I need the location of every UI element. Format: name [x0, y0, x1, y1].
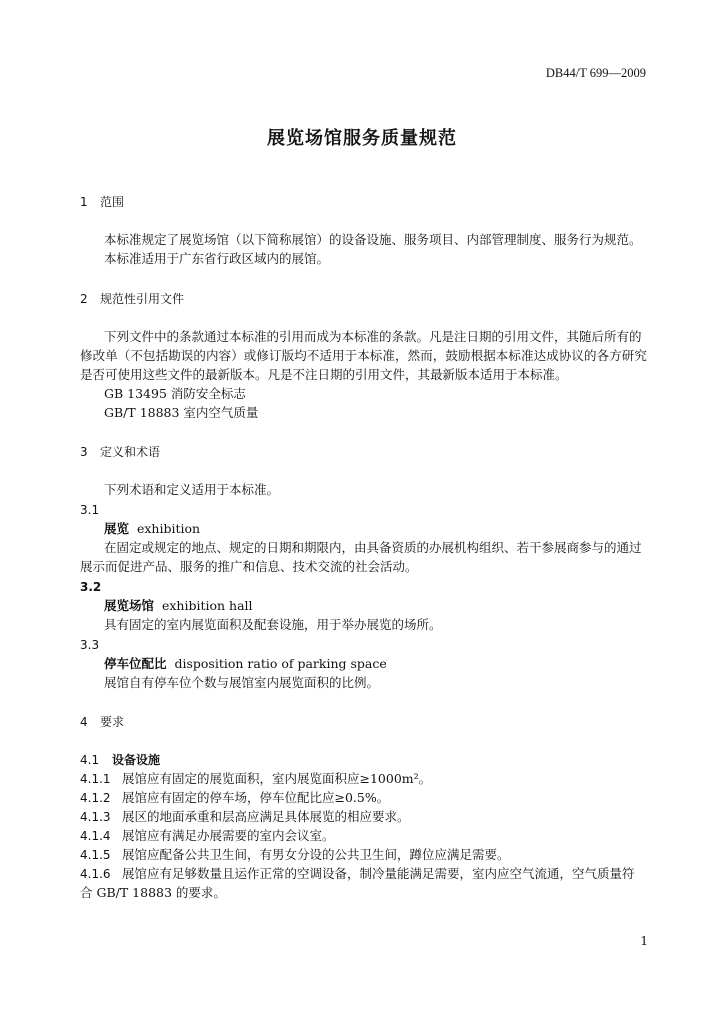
clause: [80, 808, 410, 826]
reference-item: GB 13495 消防安全标志: [104, 386, 246, 401]
clause-number: 4.1.1: [80, 772, 111, 786]
paragraph: 本标准适用于广东省行政区域内的展馆。: [104, 251, 330, 266]
term-number: 3.3: [80, 638, 100, 652]
subsection-number: 4.1: [80, 753, 100, 767]
term-zh: 展览场馆: [104, 598, 155, 613]
clause-number: 4.1.6: [80, 867, 111, 881]
document-title: 展览场馆服务质量规范: [267, 128, 457, 149]
term-en: exhibition hall: [161, 598, 253, 613]
clause-number: 4.1.2: [80, 791, 111, 805]
term-entry: [104, 597, 253, 615]
section-number: 1: [80, 195, 88, 209]
clause: [80, 846, 510, 864]
section-title: 规范性引用文件: [100, 292, 185, 306]
section-number: 4: [80, 715, 88, 729]
section-title: 定义和术语: [100, 445, 161, 459]
paragraph: 下列文件中的条款通过本标准的引用而成为本标准的条款。凡是注日期的引用文件，其随后所有的: [104, 329, 642, 344]
clause-text: 展馆应有固定的停车场，停车位配比应≥0.5%。: [122, 790, 390, 805]
clause-text: 展馆应配备公共卫生间，有男女分设的公共卫生间，蹲位应满足需要。: [122, 847, 510, 862]
standard-number: DB44/T 699—2009: [545, 66, 646, 80]
subsection-heading: [80, 751, 160, 769]
section-heading: [80, 713, 124, 731]
paragraph: 下列术语和定义适用于本标准。: [104, 482, 280, 497]
clause: [80, 789, 389, 807]
section-number: 2: [80, 292, 88, 306]
term-definition: 展馆自有停车位个数与展馆室内展览面积的比例。: [104, 675, 380, 690]
term-entry: [104, 655, 387, 673]
clause: [80, 865, 635, 883]
clause-text: 展区的地面承重和层高应满足具体展览的相应要求。: [122, 809, 410, 824]
term-number: 3.2: [80, 580, 102, 594]
term-entry: [104, 520, 200, 538]
paragraph: 本标准规定了展览场馆（以下简称展馆）的设备设施、服务项目、内部管理制度、服务行为规范。: [104, 232, 642, 247]
term-definition: 具有固定的室内展览面积及配套设施，用于举办展览的场所。: [104, 617, 442, 632]
clause-number: 4.1.3: [80, 810, 111, 824]
term-number: 3.1: [80, 503, 100, 517]
term-definition: 在固定或规定的地点、规定的日期和期限内，由具备资质的办展机构组织、若干参展商参与的通过: [104, 540, 642, 555]
term-en: disposition ratio of parking space: [174, 656, 387, 671]
section-number: 3: [80, 445, 88, 459]
section-heading: [80, 193, 124, 211]
paragraph: 修改单（不包括勘误的内容）或修订版均不适用于本标准，然而，鼓励根据本标准达成协议的各方研究: [80, 348, 648, 363]
page-number: 1: [640, 934, 648, 948]
term-zh: 停车位配比: [104, 656, 167, 671]
clause-number: 4.1.5: [80, 848, 111, 862]
clause-text: 展馆应有固定的展览面积，室内展览面积应≥1000m²。: [122, 771, 432, 786]
clause-number: 4.1.4: [80, 829, 111, 843]
term-en: exhibition: [136, 521, 201, 536]
section-title: 范围: [100, 195, 125, 209]
term-zh: 展览: [104, 521, 130, 536]
clause: [80, 827, 335, 845]
clause: [80, 770, 431, 788]
term-definition: 展示而促进产品、服务的推广和信息、技术交流的社会活动。: [80, 559, 418, 574]
clause-text: 展馆应有足够数量且运作正常的空调设备，制冷量能满足需要，室内应空气流通，空气质量符: [122, 866, 635, 881]
reference-item: GB/T 18883 室内空气质量: [104, 405, 259, 420]
paragraph: 是否可使用这些文件的最新版本。凡是不注日期的引用文件，其最新版本适用于本标准。: [80, 367, 568, 382]
section-heading: [80, 443, 160, 461]
clause-text: 展馆应有满足办展需要的室内会议室。: [122, 828, 335, 843]
section-heading: [80, 290, 184, 308]
section-title: 要求: [100, 715, 125, 729]
subsection-title: 设备设施: [112, 753, 161, 767]
clause-text-continued: 合 GB/T 18883 的要求。: [80, 885, 226, 900]
